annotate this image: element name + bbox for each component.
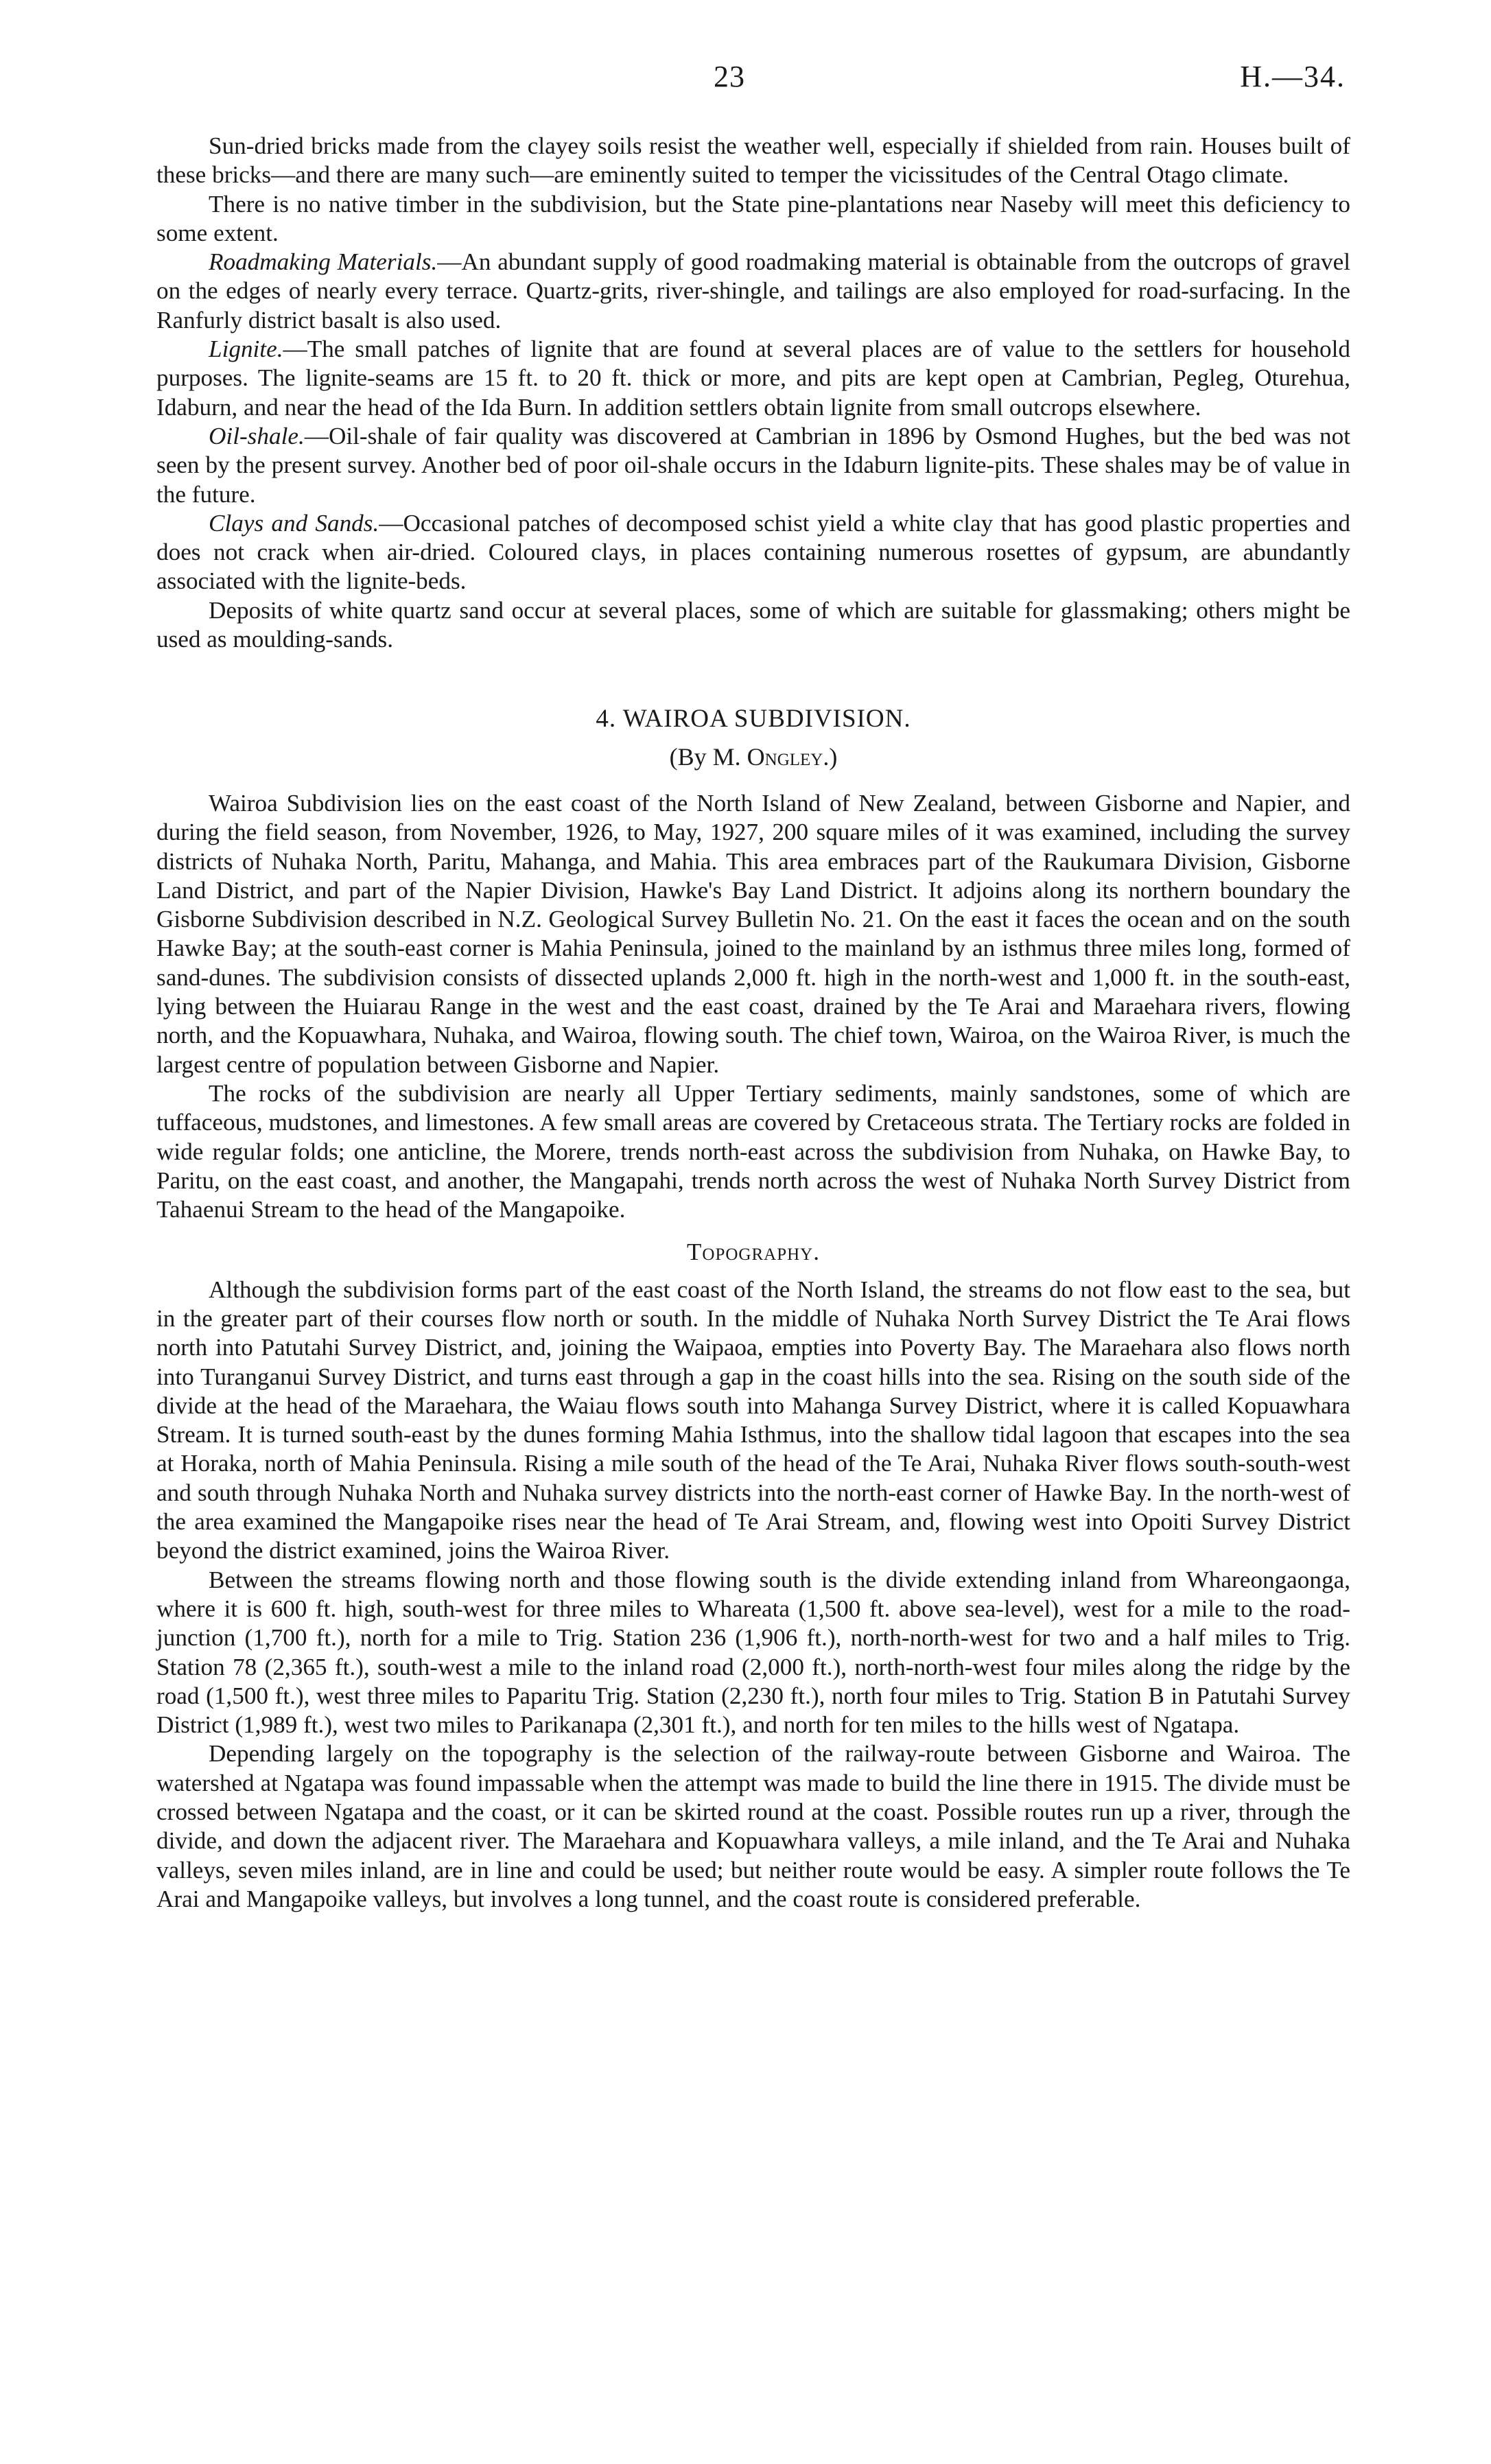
paragraph-bricks: Sun-dried bricks made from the clayey soils resist the weather well, especially if shielded from rain. Houses built of these bricks—and there are many such—are eminently suited to temper the vicissitudes of the Central Otago climate. xyxy=(156,132,1350,189)
paragraph-streams: Although the subdivision forms part of the east coast of the North Island, the streams do not flow east to the sea, but in the greater part of their courses flow north or south. In the middle of Nuhaka North Survey District the Te Arai flows north into Patutahi Survey District, and, joining the Waipaoa, empties into Poverty Bay. The Maraehara also flows north into Turanganui Survey District, and turns east through a gap in the coast hills into the sea. Rising on the south side of the divide at the head of the Maraehara, the Waiau flows south into Mahanga Survey District, where it is called Kopuawhara Stream. It is turned south-east by the dunes forming Mahia Isthmus, into the shallow tidal lagoon that escapes into the sea at Horaka, north of Mahia Peninsula. Rising a mile south of the head of the Te Arai, Nuhaka River flows south-south-west and south through Nuhaka North and Nuhaka survey districts into the north-east corner of Hawke Bay. In the north-west of the area examined the Mangapoike rises near the head of Te Arai Stream, and, flowing west into Opoiti Survey District beyond the district examined, joins the Wairoa River. xyxy=(156,1276,1350,1564)
paragraph-railway: Depending largely on the topography is the selection of the railway-route between Gisborne and Wairoa. The watershed at Ngatapa was found impassable when the attempt was made to build the line there in 1915. The divide must be crossed between Ngatapa and the coast, or it can be skirted round at the coast. Possible routes run up a river, through the divide, and down the adjacent river. The Maraehara and Kopuawhara valleys, a mile inland, and the Te Arai and Nuhaka valleys, seven miles inland, are in line and could be used; but neither route would be easy. A simpler route follows the Te Arai and Mangapoike valleys, but involves a long tunnel, and the coast route is considered preferable. xyxy=(156,1740,1350,1912)
paragraph-lignite: Lignite.—The small patches of lignite that are found at several places are of value to the settlers for household purposes. The lignite-seams are 15 ft. to 20 ft. thick or more, and pits are kept open at Cambrian, Pegleg, Oturehua, Idaburn, and near the head of the Ida Burn. In addition settlers obtain lignite from small outcrops elsewhere. xyxy=(156,336,1350,421)
paragraph-divide: Between the streams flowing north and those flowing south is the divide extending inland from Whareongaonga, where it is 600 ft. high, south-west for three miles to Whareata (1,500 ft. above sea-level), west for a mile to the road-junction (1,700 ft.), north for a mile to Trig. Station 236 (1,906 ft.), north-north-west for two and a half miles to Trig. Station 78 (2,365 ft.), south-west a mile to the inland road (2,000 ft.), north-north-west four miles along the ridge by the road (1,500 ft.), west three miles to Paparitu Trig. Station (2,230 ft.), north four miles to Trig. Station B in Patutahi Survey District (1,989 ft.), west two miles to Parikanapa (2,301 ft.), and north for ten miles to the hills west of Ngatapa. xyxy=(156,1566,1350,1739)
page-body xyxy=(156,132,1350,1914)
paragraph-oil-shale: Oil-shale.—Oil-shale of fair quality was discovered at Cambrian in 1896 by Osmond Hughes, but the bed was not seen by the present survey. Another bed of poor oil-shale occurs in the Idaburn lignite-pits. These shales may be of value in the future. xyxy=(156,422,1350,508)
paragraph-wairoa-intro: Wairoa Subdivision lies on the east coast of the North Island of New Zealand, between Gisborne and Napier, and during the field season, from November, 1926, to May, 1927, 200 square miles of it was examined, including the survey districts of Nuhaka North, Paritu, Mahanga, and Mahia. This area embraces part of the Raukumara Division, Gisborne Land District, and part of the Napier Division, Hawke's Bay Land District. It adjoins along its northern boundary the Gisborne Subdivision described in N.Z. Geological Survey Bulletin No. 21. On the east it faces the ocean and on the south Hawke Bay; at the south-east corner is Mahia Peninsula, joined to the mainland by an isthmus three miles long, formed of sand-dunes. The subdivision consists of dissected uplands 2,000 ft. high in the north-west and 1,000 ft. in the south-east, lying between the Huiarau Range in the west and the east coast, drained by the Te Arai and Maraehara rivers, flowing north, and the Kopuawhara, Nuhaka, and Wairoa, flowing south. The chief town, Wairoa, on the Wairoa River, is much the largest centre of population between Gisborne and Napier. xyxy=(156,789,1350,1078)
section-title: 4. WAIROA SUBDIVISION. xyxy=(596,705,911,734)
paragraph-clays: Clays and Sands.—Occasional patches of decomposed schist yield a white clay that has good plastic properties and does not crack when air-dried. Coloured clays, in places containing numerous rosettes of gypsum, are abundantly associated with the lignite-beds. xyxy=(156,509,1350,595)
lead-lignite: Lignite. xyxy=(209,336,283,363)
section-byline: (By M. Ongley.) xyxy=(669,742,838,771)
paragraph-timber: There is no native timber in the subdivision, but the State pine-plantations near Naseby will meet this deficiency to some extent. xyxy=(156,190,1350,246)
author-name: Ongley xyxy=(747,742,823,771)
page-number: 23 xyxy=(714,60,745,93)
lead-oil-shale: Oil-shale. xyxy=(209,422,305,449)
lead-clays: Clays and Sands. xyxy=(209,509,379,537)
document-reference: H.—34. xyxy=(1240,60,1346,93)
paragraph-quartz-sand: Deposits of white quartz sand occur at several places, some of which are suitable for glassmaking; others might be used as moulding-sands. xyxy=(156,596,1350,653)
lead-roadmaking: Roadmaking Materials. xyxy=(209,248,438,276)
paragraph-roadmaking: Roadmaking Materials.—An abundant supply of good roadmaking material is obtainable from the outcrops of gravel on the edges of nearly every terrace. Quartz-grits, river-shingle, and tailings are also employed for road-surfacing. In the Ranfurly district basalt is also used. xyxy=(156,248,1350,333)
paragraph-rocks: The rocks of the subdivision are nearly all Upper Tertiary sediments, mainly sandstones, some of which are tuffaceous, mudstones, and limestones. A few small areas are covered by Cretaceous strata. The Tertiary rocks are folded in wide regular folds; one anticline, the Morere, trends north-east across the subdivision from Nuhaka, on Hawke Bay, to Paritu, on the east coast, and another, the Mangapahi, trends north across the west of Nuhaka North Survey District from Tahaenui Stream to the head of the Mangapoike. xyxy=(156,1079,1350,1223)
topography-heading: Topography. xyxy=(687,1239,820,1266)
